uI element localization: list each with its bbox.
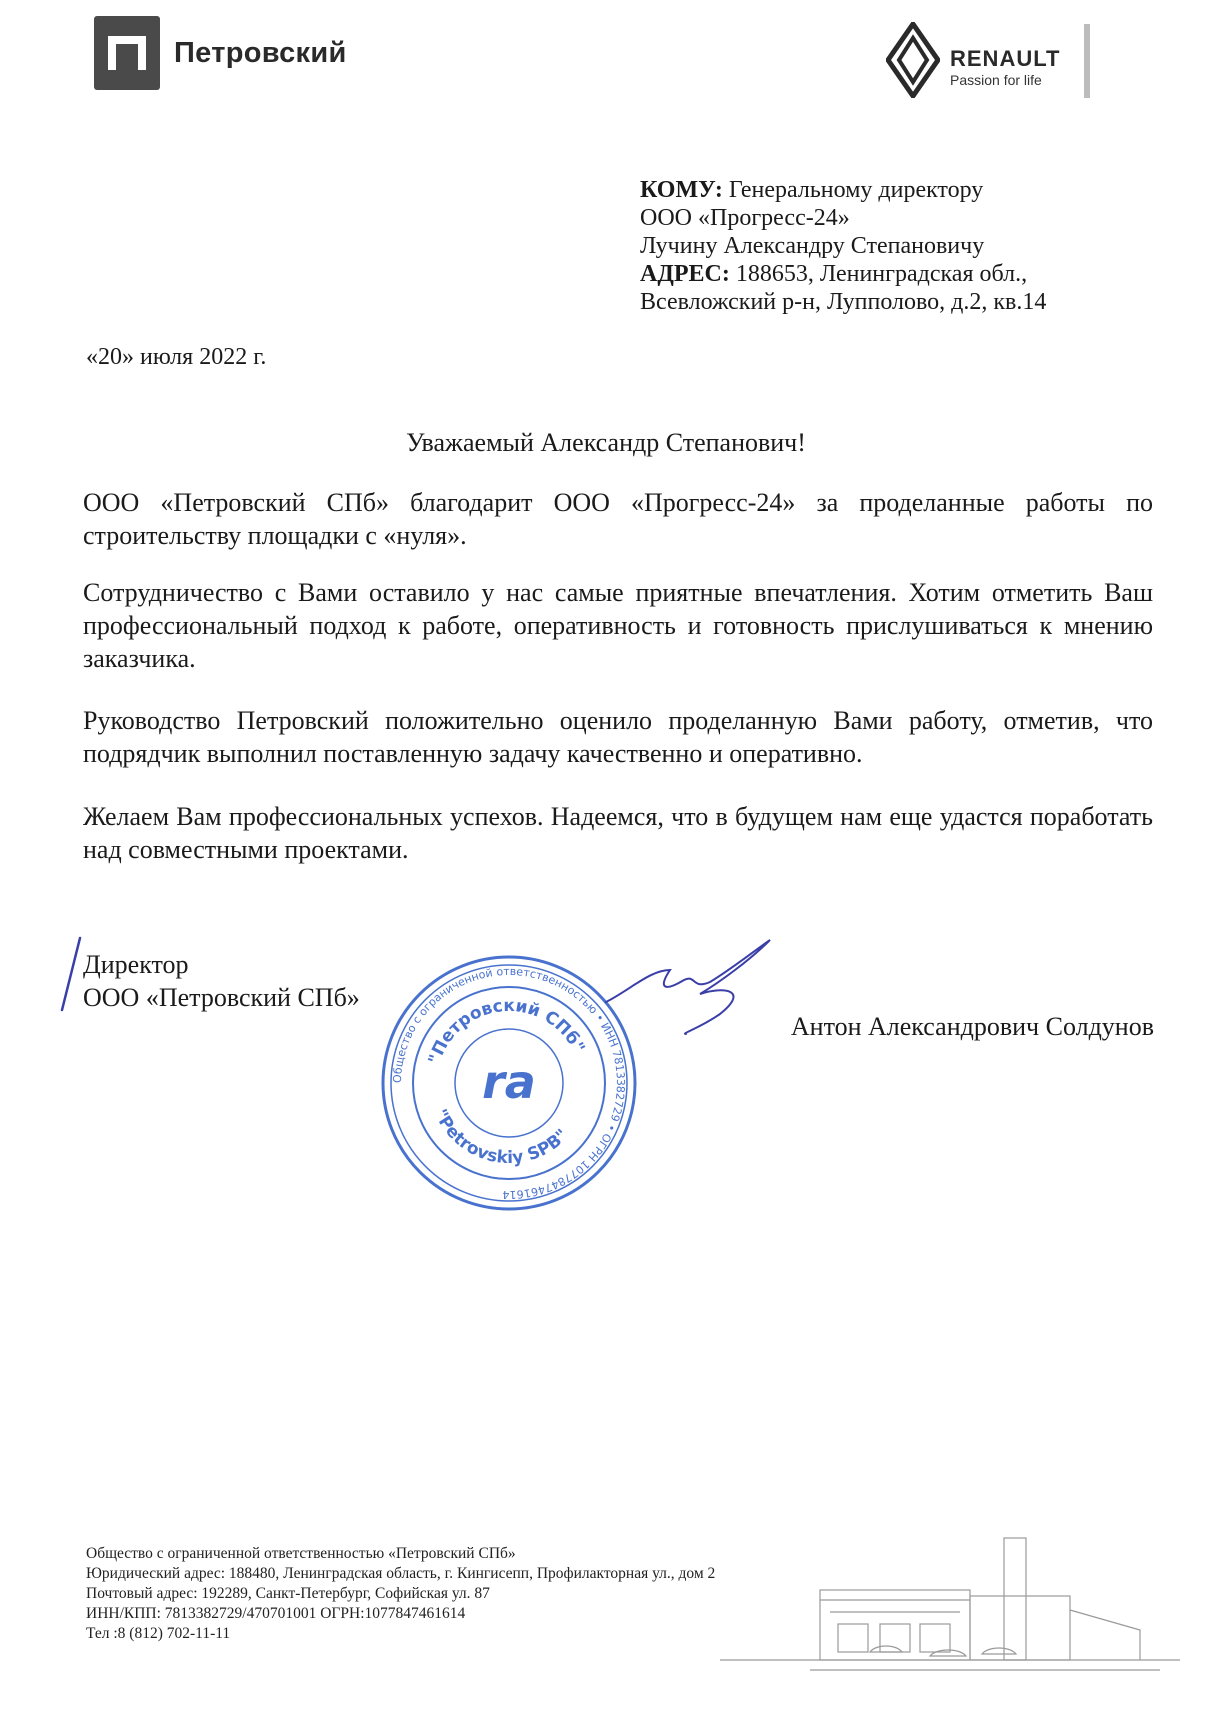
body-paragraph: Сотрудничество с Вами оставило у нас самые приятные впечатления. Хотим отметить Ваш профессиональный подход к работе, оперативность и готовность прислушиваться к мнению заказчика.	[83, 578, 1153, 673]
letter-date: «20» июля 2022 г.	[86, 344, 267, 370]
body-paragraph: ООО «Петровский СПб» благодарит ООО «Прогресс-24» за проделанные работы по строительству площадки с «нуля».	[83, 488, 1153, 550]
salutation: Уважаемый Александр Степанович!	[406, 428, 806, 457]
footer-tax-ids: ИНН/КПП: 7813382729/470701001 ОГРН:1077847461614	[86, 1605, 466, 1622]
petrovskiy-logo-text: Петровский	[174, 36, 347, 69]
footer-legal-address: Юридический адрес: 188480, Ленинградская область, г. Кингисепп, Профилакторная ул., дом 2	[86, 1565, 716, 1582]
body-paragraph: Желаем Вам профессиональных успехов. Надеемся, что в будущем нам еще удастся поработать над совместными проектами.	[83, 802, 1153, 864]
signatory-title	[83, 948, 360, 1014]
renault-brand-text: RENAULT	[950, 46, 1061, 71]
recipient-company: ООО «Прогресс-24»	[640, 205, 850, 231]
header-divider	[1084, 24, 1090, 98]
dealership-building-sketch	[720, 1520, 1180, 1680]
footer-company: Общество с ограниченной ответственностью «Петровский СПб»	[86, 1545, 516, 1562]
stamp-name-ru: "Петровский СПб"	[424, 995, 589, 1067]
signatory-company: ООО «Петровский СПб»	[83, 983, 360, 1012]
renault-logo	[886, 20, 1096, 100]
pen-mark	[52, 934, 82, 1014]
footer-phone: Тел :8 (812) 702-11-11	[86, 1625, 231, 1642]
petrovskiy-logo-icon	[94, 16, 160, 90]
address-line-2: Всевложский р-н, Лупполово, д.2, кв.14	[640, 289, 1047, 315]
signatory-name: Антон Александрович Солдунов	[790, 1012, 1154, 1041]
recipient-position: Генеральному директору	[728, 177, 984, 203]
address-line-1: 188653, Ленинградская обл.,	[735, 261, 1028, 287]
stamp-name-en: "Petrovskiy SPB"	[429, 1106, 573, 1169]
signatory-position: Директор	[83, 950, 189, 979]
petrovskiy-logo	[94, 16, 347, 90]
recipient-name: Лучину Александру Степановичу	[640, 233, 985, 259]
footer-requisites	[86, 1544, 715, 1644]
recipient-block	[640, 176, 1046, 316]
renault-tagline: Passion for life	[950, 72, 1042, 88]
stamp-emblem: ra	[482, 1055, 536, 1109]
body-paragraph: Руководство Петровский положительно оценило проделанную Вами работу, отметив, что подрядчик выполнил поставленную задачу качественно и оперативно.	[83, 706, 1153, 768]
to-label: КОМУ:	[640, 177, 723, 203]
renault-diamond-icon	[886, 22, 940, 98]
footer-postal-address: Почтовый адрес: 192289, Санкт-Петербург, Софийская ул. 87	[86, 1585, 490, 1602]
address-label: АДРЕС:	[640, 261, 730, 287]
stamp-outer-text: Общество с ограниченной ответственностью • ИНН 7813382729 • ОГРН 1077847461614	[390, 964, 628, 1202]
